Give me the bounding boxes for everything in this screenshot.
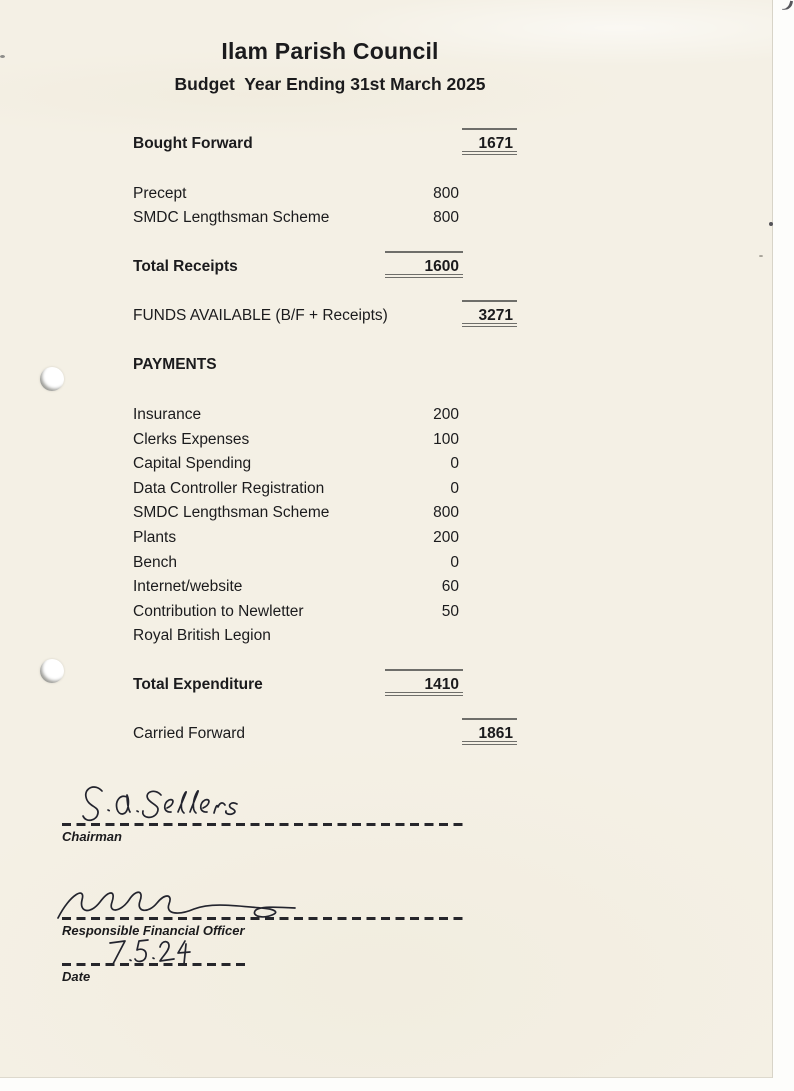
- bought-forward-row: [0, 133, 773, 159]
- date-role-label: Date: [62, 969, 91, 984]
- receipt-label: SMDC Lengthsman Scheme: [133, 209, 330, 226]
- payment-value: 800: [433, 504, 459, 521]
- payment-row: [0, 478, 773, 504]
- payment-label: Capital Spending: [133, 455, 252, 472]
- document-subtitle: Budget Year Ending 31st March 2025: [174, 74, 486, 94]
- rfo-role-label: Responsible Financial Officer: [62, 923, 245, 938]
- payment-label: Data Controller Registration: [133, 480, 325, 497]
- document-header: [60, 38, 600, 95]
- total-expenditure-label: Total Expenditure: [133, 676, 263, 693]
- payment-value: 200: [433, 406, 459, 423]
- payments-section: [0, 354, 773, 380]
- punch-hole-top: [40, 367, 64, 391]
- chairman-signature-line: [62, 823, 463, 826]
- receipt-row: [0, 183, 773, 209]
- chairman-role-label: Chairman: [62, 829, 122, 844]
- rfo-signature-handwriting: [52, 882, 302, 927]
- payment-value: 0: [450, 480, 459, 497]
- payment-row: [0, 601, 773, 627]
- payment-value: 0: [450, 554, 459, 571]
- scan-speck: [769, 222, 773, 226]
- payment-label: Plants: [133, 529, 177, 546]
- funds-available-label: FUNDS AVAILABLE (B/F + Receipts): [133, 307, 388, 324]
- punch-hole-bottom: [40, 659, 64, 683]
- payment-label: Contribution to Newletter: [133, 603, 304, 620]
- total-receipts-row: [0, 256, 773, 282]
- payment-value: 60: [441, 578, 459, 595]
- scan-speck: [759, 255, 763, 257]
- payment-row: [0, 625, 773, 651]
- receipt-value: 800: [433, 185, 459, 202]
- date-line: [62, 963, 248, 966]
- carried-forward-row: [0, 723, 773, 749]
- payment-value: 100: [433, 431, 459, 448]
- payment-row: [0, 576, 773, 602]
- carried-forward-value: 1861: [462, 718, 517, 745]
- payment-value: 0: [450, 455, 459, 472]
- payment-label: Insurance: [133, 406, 202, 423]
- payment-value: 200: [433, 529, 459, 546]
- payment-label: SMDC Lengthsman Scheme: [133, 504, 330, 521]
- payment-row: [0, 552, 773, 578]
- carried-forward-label: Carried Forward: [133, 725, 245, 742]
- payment-row: [0, 502, 773, 528]
- bought-forward-value: 1671: [462, 128, 517, 155]
- total-receipts-label: Total Receipts: [133, 258, 238, 275]
- payment-row: [0, 527, 773, 553]
- payments-heading: PAYMENTS: [133, 356, 217, 373]
- payment-row: [0, 453, 773, 479]
- receipt-row: [0, 207, 773, 233]
- receipt-value: 800: [433, 209, 459, 226]
- payment-row: [0, 404, 773, 430]
- payment-value: 50: [441, 603, 459, 620]
- bought-forward-label: Bought Forward: [133, 135, 253, 152]
- scan-corner-mark: [782, 0, 793, 12]
- total-receipts-value: 1600: [385, 251, 463, 278]
- payment-label: Bench: [133, 554, 177, 571]
- funds-available-value: 3271: [462, 300, 517, 327]
- total-expenditure-value: 1410: [385, 669, 463, 696]
- payment-label: Internet/website: [133, 578, 243, 595]
- total-expenditure-row: [0, 674, 773, 700]
- document-title: Ilam Parish Council: [221, 38, 439, 64]
- payment-label: Royal British Legion: [133, 627, 271, 644]
- payment-row: [0, 429, 773, 455]
- payment-label: Clerks Expenses: [133, 431, 250, 448]
- receipt-label: Precept: [133, 185, 187, 202]
- rfo-signature-line: [62, 917, 463, 920]
- scan-speck: [0, 55, 5, 58]
- funds-available-row: [0, 305, 773, 331]
